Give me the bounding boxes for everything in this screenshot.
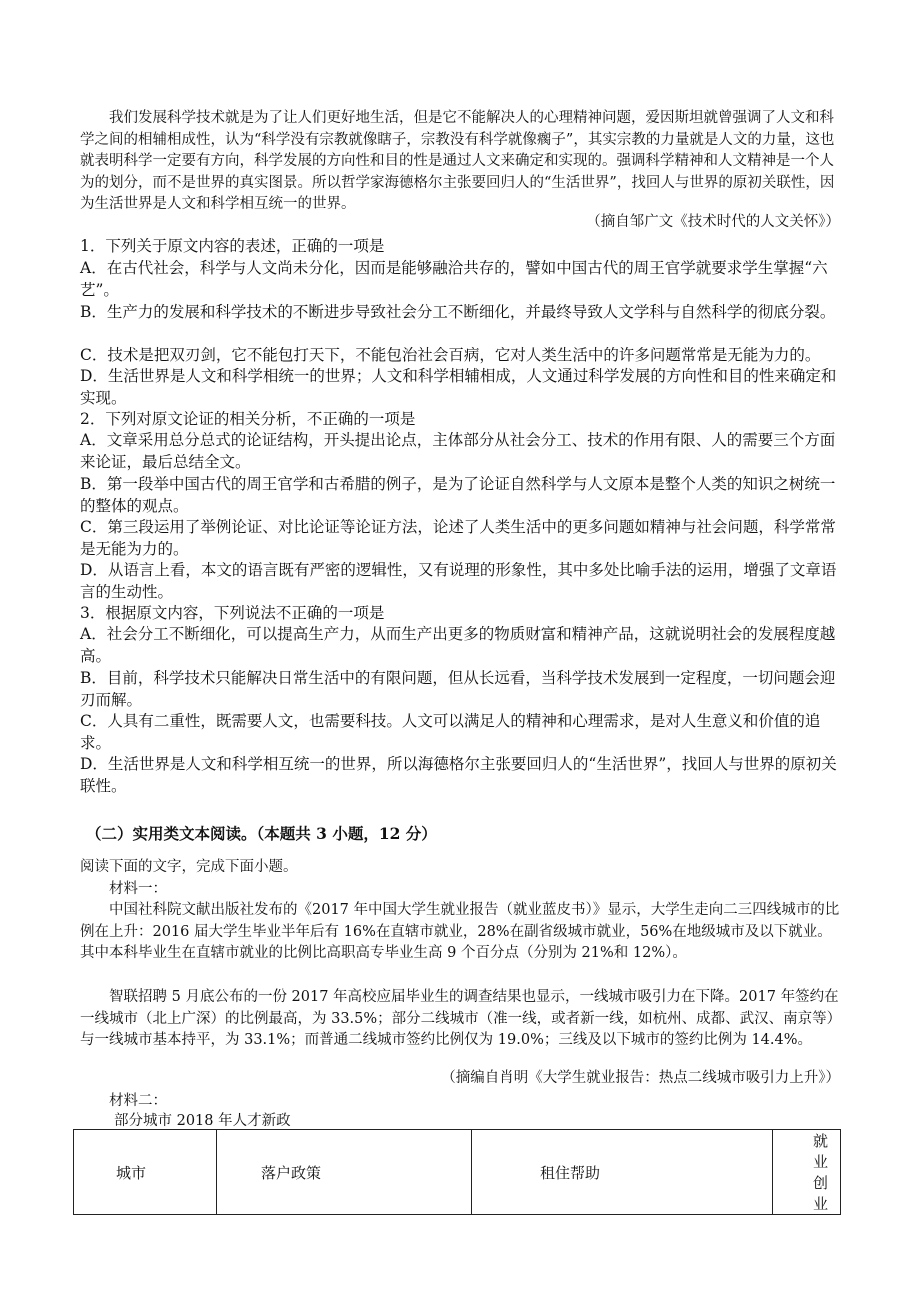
question-3-option-b: B．目前，科学技术只能解决日常生活中的有限问题，但从长远看，当科学技术发展到一定程度，一切问题会迎刃而解。 bbox=[80, 669, 836, 709]
passage-paragraph: 我们发展科学技术就是为了让人们更好地生活，但是它不能解决人的心理精神问题，爱因斯坦就曾强调了人文和科学之间的相辅相成性，认为“科学没有宗教就像瞎子，宗教没有科学就像瘸子”，其实宗教的力量就是人文的力量，这也就表明科学一定要有方向，科学发展的方向性和目的性是通过人文来确定和实现的。强调科学精神和人文精神是一个人为的划分，而不是世界的真实图景。所以哲学家海德格尔主张要回归人的“生活世界”，找回人与世界的原初关联性，因为生活世界是人文和科学相互统一的世界。 bbox=[80, 110, 835, 212]
material-1-paragraph-2: 智联招聘 5 月底公布的一份 2017 年高校应届毕业生的调查结果也显示，一线城市吸引力在下降。2017 年签约在一线城市（北上广深）的比例最高，为 33.5%；部分二线城市（准一线，或者新一线，如杭州、成都、武汉、南京等）与一线城市基本持平，为 33.1%；而普通二线城市签约比例仅为 19.0%；三线及以下城市的签约比例为 14.4%。 bbox=[80, 989, 839, 1048]
question-2-option-b: B．第一段举中国古代的周王官学和古希腊的例子，是为了论证自然科学与人文原本是整个人类的知识之树统一的整体的观点。 bbox=[80, 475, 836, 515]
question-1-option-b: B．生产力的发展和科学技术的不断进步导致社会分工不断细化，并最终导致人文学科与自然科学的彻底分裂。 bbox=[80, 303, 836, 321]
question-3-option-d: D．生活世界是人文和科学相互统一的世界，所以海德格尔主张要回归人的“生活世界”，找回人与世界的原初关联性。 bbox=[80, 755, 837, 795]
section-instruction: 阅读下面的文字，完成下面小题。 bbox=[80, 859, 298, 875]
material-1-source: （摘编自肖明《大学生就业报告：热点二线城市吸引力上升》） bbox=[441, 1070, 840, 1086]
question-1-option-c: C．技术是把双刃剑，它不能包打天下，不能包治社会百病，它对人类生活中的许多问题常常是无能为力的。 bbox=[80, 346, 821, 364]
question-3-option-a: A．社会分工不断细化，可以提高生产力，从而生产出更多的物质财富和精神产品，这就说明社会的发展程度越高。 bbox=[80, 625, 836, 665]
table-header-row bbox=[74, 1130, 841, 1215]
question-1-option-a: A．在古代社会，科学与人文尚未分化，因而是能够融洽共存的，譬如中国古代的周王官学就要求学生掌握“六艺”。 bbox=[80, 259, 828, 299]
talent-policy-table bbox=[73, 1129, 841, 1215]
table-caption: 部分城市 2018 年人才新政 bbox=[114, 1113, 291, 1129]
question-3-option-c: C．人具有二重性，既需要人文，也需要科技。人文可以满足人的精神和心理需求，是对人生意义和价值的追求。 bbox=[80, 712, 821, 752]
passage-source: （摘自邹广文《技术时代的人文关怀》） bbox=[586, 214, 840, 230]
question-3-stem: 3．根据原文内容，下列说法不正确的一项是 bbox=[80, 604, 385, 622]
table-header-housing: 租住帮助 bbox=[472, 1130, 773, 1215]
question-2-stem: 2．下列对原文论证的相关分析，不正确的一项是 bbox=[80, 410, 416, 428]
section-heading: （二）实用类文本阅读。（本题共 3 小题，12 分） bbox=[86, 824, 437, 843]
table-header-city: 城市 bbox=[74, 1130, 217, 1215]
question-1-option-d: D．生活世界是人文和科学相统一的世界；人文和科学相辅相成，人文通过科学发展的方向性和目的性来确定和实现。 bbox=[80, 367, 837, 407]
question-2-option-c: C．第三段运用了举例论证、对比论证等论证方法，论述了人类生活中的更多问题如精神与社会问题，科学常常是无能为力的。 bbox=[80, 518, 836, 558]
table-header-employment: 就业创业 bbox=[773, 1130, 841, 1215]
table-header-hukou: 落户政策 bbox=[217, 1130, 472, 1215]
question-1-stem: 1．下列关于原文内容的表述，正确的一项是 bbox=[80, 237, 385, 255]
material-1-label: 材料一： bbox=[109, 881, 167, 897]
question-2-option-d: D．从语言上看，本文的语言既有严密的逻辑性，又有说理的形象性，其中多处比喻手法的运用，增强了文章语言的生动性。 bbox=[80, 561, 837, 601]
material-1-paragraph-1: 中国社科院文献出版社发布的《2017 年中国大学生就业报告（就业蓝皮书）》显示，大学生走向二三四线城市的比例在上升：2016 届大学生毕业半年后有 16%在直辖市就业，28%在副省级城市就业，56%在地级城市及以下就业。其中本科毕业生在直辖市就业的比例比高职高专毕业生高 9 个百分点（分别为 21%和 12%）。 bbox=[80, 902, 840, 961]
material-2-label: 材料二： bbox=[109, 1093, 167, 1109]
question-2-option-a: A．文章采用总分总式的论证结构，开头提出论点，主体部分从社会分工、技术的作用有限、人的需要三个方面来论证，最后总结全文。 bbox=[80, 431, 836, 471]
